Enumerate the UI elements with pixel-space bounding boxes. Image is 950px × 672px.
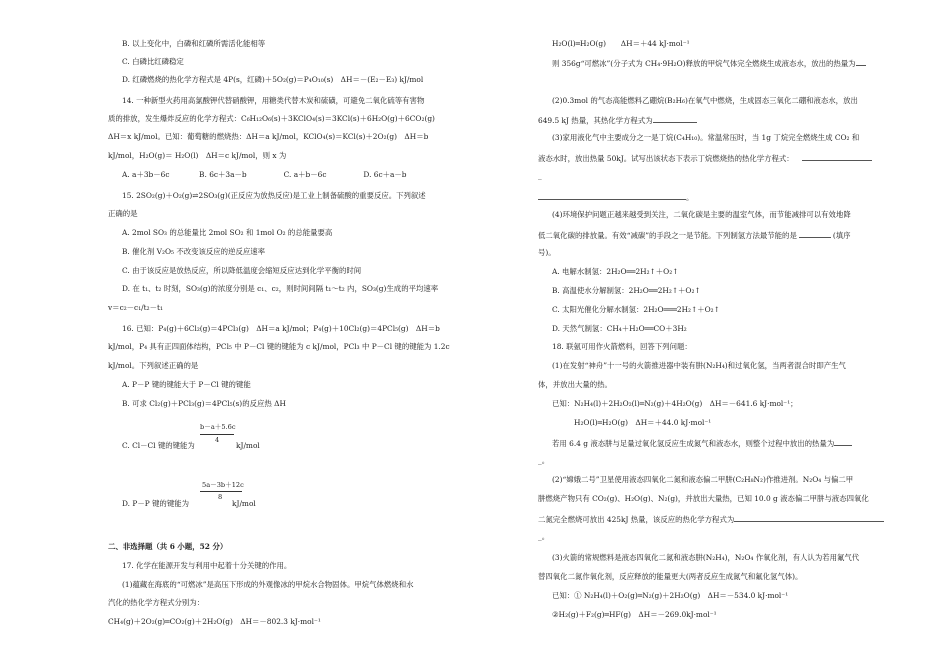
equation-water: H₂O(l)═H₂O(g) ΔH＝＋44.0 kJ·mol⁻¹: [574, 418, 712, 427]
option-d-label: D. P－P 键的键能为: [122, 499, 189, 508]
question-17-part1-line2: 汽化的热化学方程式分别为：: [108, 598, 205, 607]
question-17-part4: (4)环境保护问题正越来越受到关注，二氧化碳是主要的温室气体，而节能减排可以有效地降: [552, 210, 851, 219]
equation-methane: CH₄(g)＋2O₂(g)═CO₂(g)＋2H₂O(g) ΔH＝－802.3 kJ·mol⁻¹: [108, 617, 321, 626]
question-17-part1: (1)蕴藏在海底的“可燃冰”是高压下形成的外观像冰的甲烷水合物固体。甲烷气体燃烧和水: [122, 580, 414, 589]
question-18: 18. 联氨可用作火箭燃料，回答下列问题：: [552, 342, 692, 351]
question-17-part4-line3: 号)。: [538, 248, 556, 257]
question-18-part1-ask: [552, 438, 852, 447]
question-text: 液态水时，放出热量 50kJ。试写出该状态下表示丁烷燃烧热的热化学方程式：: [538, 154, 794, 163]
question-text: 低二氧化碳的排放量。有效“减碳”的手段之一是节能。下列制氢方法最节能的是: [538, 231, 797, 240]
fraction-bar: [200, 434, 234, 435]
question-text-tail: (填序: [832, 231, 851, 240]
question-15-line2: 正确的是: [108, 209, 138, 218]
question-16-line2: kJ/mol，P₄ 具有正四面体结构，PCl₅ 中 P－Cl 键的键能为 c kJ/mol，PCl₃ 中 P－Cl 键的键能为 1.2c: [108, 342, 450, 351]
question-18-part1: (1)在发射“神舟”十一号的火箭推进器中装有肼(N₂H₄)和过氧化氢，当两者混合时即产生气: [552, 361, 846, 370]
equation-vaporization: H₂O(l)═H₂O(g) ΔH＝＋44 kJ·mol⁻¹: [552, 39, 690, 48]
question-18-part3-line2: 替四氧化二氮作氧化剂，反应释放的能量更大(两者反应生成氮气和氟化氢气体)。: [538, 572, 803, 581]
answer-line-continuation: _: [538, 171, 542, 180]
period: 。: [686, 193, 694, 202]
question-17-part1-ask: [552, 58, 866, 67]
fraction-numerator: 5a－3b＋12c: [202, 481, 244, 489]
option-b-q13: B. 以上变化中，白磷和红磷所需活化能相等: [122, 39, 266, 48]
section-heading: 二、非选择题（共 6 小题，52 分）: [108, 542, 228, 551]
question-14: 14. 一种新型火药用高氯酸钾代替硝酸钾，用糖类代替木炭和硫磺，可避免二氧化硫等有害物: [122, 96, 425, 105]
question-text: 649.5 kJ 热量，其热化学方程式为: [538, 116, 653, 125]
question-17-part3: (3)家用液化气中主要成分之一是丁烷(C₄H₁₀)。常温常压时，当 1g 丁烷完全燃烧生成 CO₂ 和: [552, 133, 860, 142]
question-16: 16. 已知：P₄(g)＋6Cl₂(g)＝4PCl₃(g) ΔH＝a kJ/mol；P₄(g)＋10Cl₂(g)＝4PCl₅(g) ΔH＝b: [122, 324, 440, 333]
option-d-unit: kJ/mol: [232, 499, 256, 508]
question-16-line3: kJ/mol。下列叙述正确的是: [108, 361, 199, 370]
option-d-q15-line2: v＝c₂－c₁/t₂－t₁: [108, 303, 163, 312]
answer-blank[interactable]: [799, 230, 831, 238]
fraction-numerator: b－a＋5.6c: [200, 423, 236, 431]
option-b-q16: B. 可求 Cl₂(g)＋PCl₃(g)＝4PCl₅(s)的反应热 ΔH: [122, 399, 286, 408]
question-17-part4-line2: [538, 230, 851, 239]
question-18-part1-line2: 体，并放出大量的热。: [538, 380, 612, 389]
option-a-q17: A. 电解水制氢：2H₂O══2H₂↑＋O₂↑: [552, 267, 679, 276]
option-c-q16: [108, 420, 468, 460]
question-text: 若用 6.4 g 液态肼与足量过氧化氢反应生成氮气和液态水，则整个过程中放出的热量为: [552, 439, 835, 448]
fraction-denominator: 8: [218, 493, 223, 501]
question-17-part3-line2: [538, 153, 872, 162]
answer-blank[interactable]: [653, 115, 697, 123]
fraction-bar: [200, 491, 242, 492]
question-18-part2-line3: [538, 514, 884, 523]
question-15: 15. 2SO₂(g)＋O₂(g)⇌2SO₃(g)(正反应为放热反应)是工业上制备硫酸的重要反应。下列叙述: [122, 191, 426, 200]
question-14-line4: kJ/mol，H₂O(g)＝ H₂O(l) ΔH＝c kJ/mol，则 x 为: [108, 151, 287, 160]
answer-blank[interactable]: [834, 438, 852, 446]
question-17-part2-line2: [538, 115, 697, 124]
option-a-q16: A. P－P 键的键能大于 P－Cl 键的键能: [122, 380, 251, 389]
option-c-label: C. Cl－Cl 键的键能为: [122, 441, 195, 450]
option-a-q15: A. 2mol SO₃ 的总能量比 2mol SO₂ 和 1mol O₂ 的总能量要高: [122, 228, 333, 237]
answer-blank[interactable]: [538, 192, 686, 200]
answer-blank[interactable]: [734, 514, 884, 522]
answer-line-end: [538, 192, 693, 201]
equation-2: ②H₂(g)＋F₂(g)═HF(g) ΔH＝－269.0kJ·mol⁻¹: [552, 610, 717, 619]
answer-blank[interactable]: [856, 58, 866, 66]
option-d-q17: D. 天然气制氢：CH₄＋H₂O══CO＋3H₂: [552, 324, 687, 333]
option-b-q15: B. 催化剂 V₂O₅ 不改变该反应的逆反应速率: [122, 247, 266, 256]
answer-line-end: _。: [538, 456, 550, 465]
question-text: 则 356g“可燃冰”(分子式为 CH₄·9H₂O)释放的甲烷气体完全燃烧生成液态水，放出的热量为: [552, 59, 856, 68]
question-18-part2: (2)“嫦娥二号”卫星使用液态四氧化二氮和液态偏二甲肼(C₂H₈N₂)作推进剂。N₂O₄ 与偏二甲: [552, 475, 854, 484]
option-c-unit: kJ/mol: [236, 441, 260, 450]
option-d-q16: [108, 478, 468, 518]
answer-blank[interactable]: [802, 153, 872, 161]
option-b-q17: B. 高温使水分解制氢：2H₂O══2H₂↑＋O₂↑: [552, 286, 701, 295]
question-14-options: A. a＋3b－6c B. 6c＋3a－b C. a＋b－6c D. 6c＋a－b: [122, 170, 407, 179]
equation-1: 已知：① N₂H₄(l)＋O₂(g)═N₂(g)＋2H₂O(g) ΔH＝－534.0 kJ·mol⁻¹: [552, 591, 789, 600]
question-14-line3: ΔH＝x kJ/mol。已知：葡萄糖的燃烧热：ΔH＝a kJ/mol，KClO₄(s)＝KCl(s)＋2O₂(g) ΔH＝b: [108, 132, 429, 141]
option-c-q13: C. 白磷比红磷稳定: [122, 57, 184, 66]
option-d-q13: D. 红磷燃烧的热化学方程式是 4P(s，红磷)＋5O₂(g)＝P₄O₁₀(s) ΔH＝－(E₂－E₃) kJ/mol: [122, 75, 424, 84]
question-17-part2: (2)0.3mol 的气态高能燃料乙硼烷(B₂H₆)在氧气中燃烧，生成固态三氧化二硼和液态水，放出: [552, 96, 858, 105]
equation-hydrazine: 已知：N₂H₄(l)＋2H₂O₂(l)═N₂(g)＋4H₂O(g) ΔH＝－641.6 kJ·mol⁻¹；: [552, 399, 798, 408]
option-d-q15: D. 在 t₁、t₂ 时刻，SO₃(g)的浓度分别是 c₁、c₂，则时间间隔 t₁～t₂ 内，SO₃(g)生成的平均速率: [122, 284, 439, 293]
fraction-denominator: 4: [215, 436, 220, 444]
answer-line-end: _。: [538, 532, 550, 541]
option-c-q15: C. 由于该反应是放热反应，所以降低温度会缩短反应达到化学平衡的时间: [122, 266, 362, 275]
question-18-part2-line2: 肼燃烧产物只有 CO₂(g)、H₂O(g)、N₂(g)，并放出大量热，已知 10.0 g 液态偏二甲肼与液态四氧化: [538, 494, 869, 503]
question-18-part3: (3)火箭的常规燃料是液态四氧化二氮和液态肼(N₂H₄)，N₂O₄ 作氧化剂，有人认为若用氟气代: [552, 553, 860, 562]
option-c-q17: C. 太阳光催化分解水制氢：2H₂O═══2H₂↑＋O₂↑: [552, 305, 720, 314]
question-14-line2: 质的排放，发生爆炸反应的化学方程式：C₆H₁₂O₆(s)＋3KClO₄(s)＝3KCl(s)＋6H₂O(g)＋6CO₂(g): [108, 114, 435, 123]
question-17: 17. 化学在能源开发与利用中起着十分关键的作用。: [122, 561, 292, 570]
question-text: 二氮完全燃烧可放出 425kJ 热量，该反应的热化学方程式为: [538, 515, 735, 524]
